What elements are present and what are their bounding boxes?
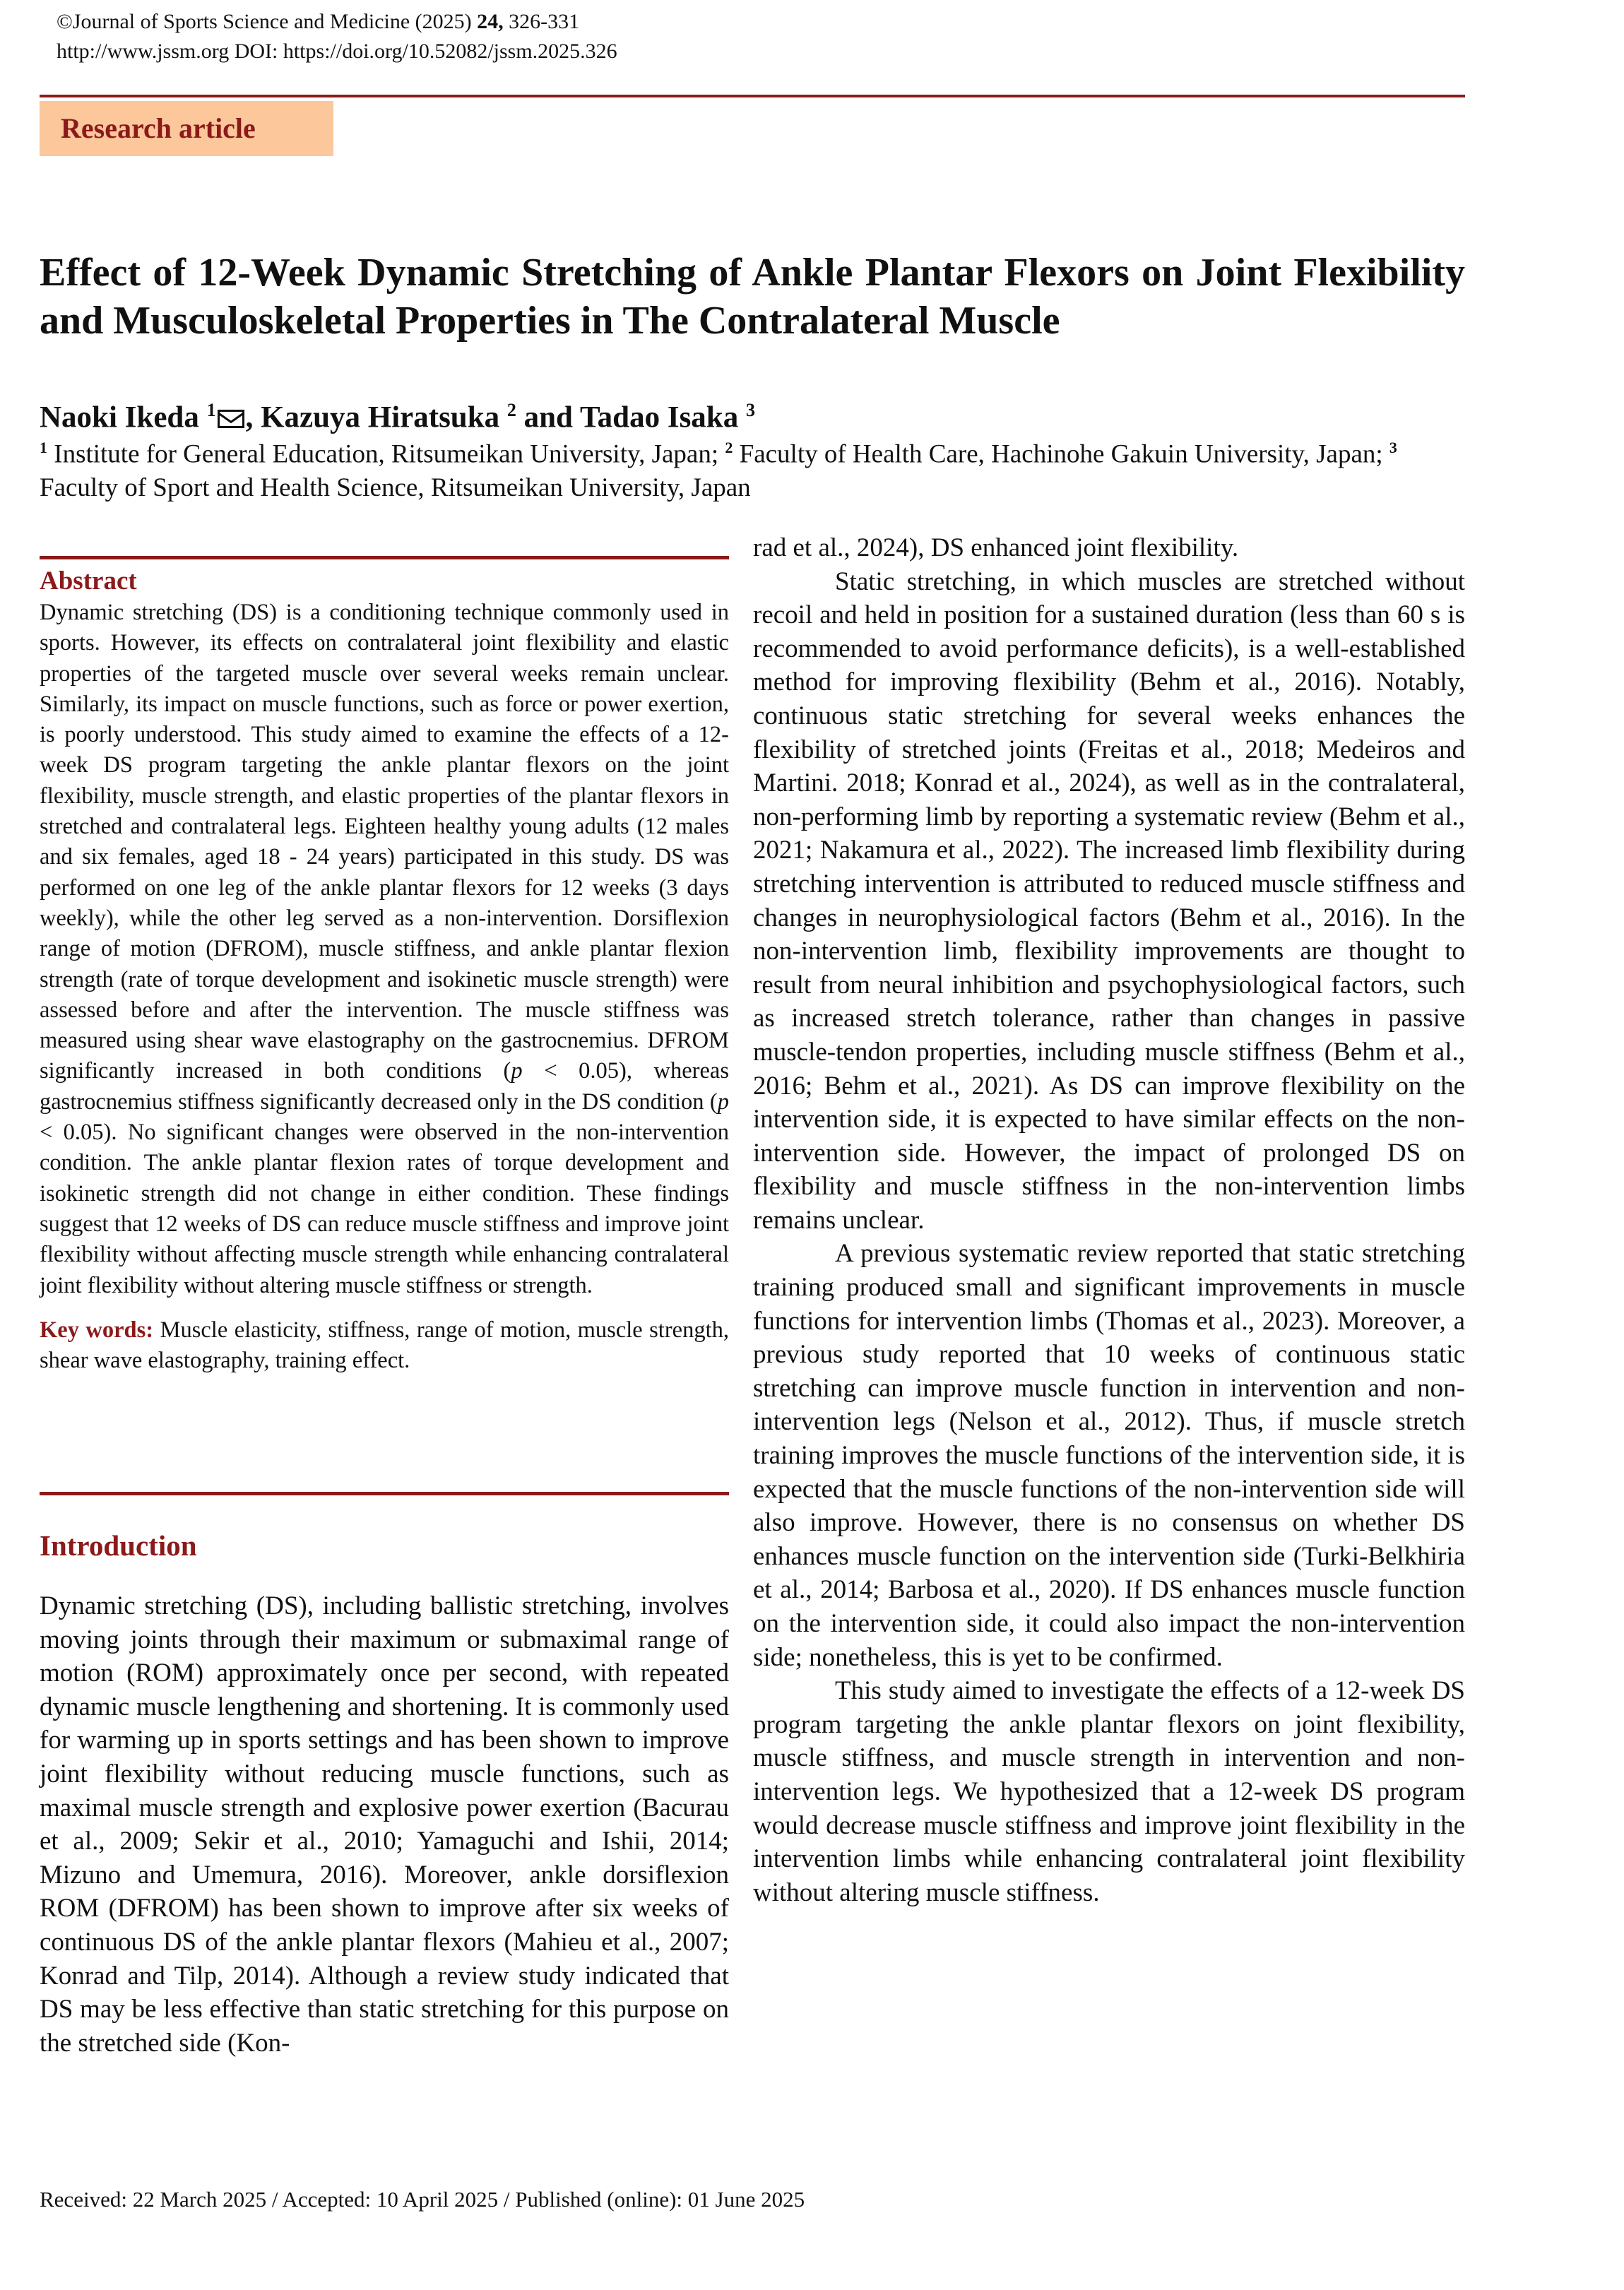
article-type-badge: Research article bbox=[40, 101, 333, 156]
affiliation-marker: 2 bbox=[506, 400, 516, 420]
email-icon[interactable] bbox=[218, 410, 244, 428]
journal-url-doi[interactable]: http://www.jssm.org DOI: https://doi.org/10.52082/jssm.2025.326 bbox=[57, 40, 617, 63]
journal-citation bbox=[57, 7, 617, 37]
affiliation-text: Institute for General Education, Ritsumeikan University, Japan; bbox=[47, 439, 725, 469]
affiliation-text: Faculty of Health Care, Hachinohe Gakuin University, Japan; bbox=[733, 439, 1389, 469]
keywords bbox=[40, 1315, 729, 1377]
keywords-text: Muscle elasticity, stiffness, range of motion, muscle strength, shear wave elastography, training effect. bbox=[40, 1317, 729, 1374]
abstract-bottom-rule bbox=[40, 1492, 729, 1495]
abstract-top-rule bbox=[40, 556, 729, 559]
introduction-section bbox=[40, 1527, 729, 2060]
affiliation-marker: 2 bbox=[725, 439, 733, 456]
page-range: 326-331 bbox=[503, 10, 580, 33]
introduction-paragraph: A previous systematic review reported that static stretching training produced small and significant improvements in muscle functions for intervention limbs (Thomas et al., 2023). Moreover, a previous study reported that 10 weeks of continuous static stretching can improve muscle function in intervention and non-intervention legs (Nelson et al., 2012). Thus, if muscle stretch training improves the muscle functions of the intervention side, it is expected that the muscle functions of the non-intervention side will also improve. However, there is no consensus on whether DS enhances muscle function on the intervention side (Turki-Belkhiria et al., 2014; Barbosa et al., 2020). If DS enhances muscle function on the intervention side, it could also impact the non-intervention side; nonetheless, this is yet to be confirmed. bbox=[753, 1239, 1465, 1672]
copyright-text: ©Journal of Sports Science and Medicine (2025) bbox=[57, 10, 478, 33]
introduction-paragraph: Static stretching, in which muscles are stretched without recoil and held in position for a sustained duration (less than 60 s is recommended to avoid performance deficits), is a well-established method for improving flexibility (Behm et al., 2016). Notably, continuous static stretching for several weeks enhances the flexibility of stretched joints (Freitas et al., 2018; Medeiros and Martini. 2018; Konrad et al., 2024), as well as in the contralateral, non-performing limb by reporting a systematic review (Behm et al., 2021; Nakamura et al., 2022). The increased limb flexibility during stretching intervention is attributed to reduced muscle stiffness and changes in neurophysiological factors (Behm et al., 2016). In the non-intervention limb, flexibility improvements are thought to result from neural inhibition and psychophysiological factors, such as increased stretch tolerance, rather than changes in passive muscle-tendon properties, including muscle stiffness (Behm et al., 2016; Behm et al., 2021). As DS can improve flexibility on the intervention side, it is expected to have similar effects on the non-intervention side. However, the impact of prolonged DS on flexibility and muscle stiffness in the non-intervention limbs remains unclear. bbox=[753, 566, 1465, 1235]
volume-number: 24, bbox=[477, 10, 504, 33]
left-column bbox=[40, 565, 729, 1376]
publication-dates: Received: 22 March 2025 / Accepted: 10 April 2025 / Published (online): 01 June 2025 bbox=[40, 2187, 805, 2212]
introduction-paragraph: This study aimed to investigate the effects of a 12-week DS program targeting the ankle plantar flexors on joint flexibility, muscle stiffness, and muscle strength in intervention and non-intervention legs. We hypothesized that a 12-week DS program would decrease muscle stiffness and improve joint flexibility in the intervention limbs while enhancing contralateral joint flexibility without altering muscle stiffness. bbox=[753, 1676, 1465, 1907]
affiliation-marker: 3 bbox=[1389, 439, 1397, 456]
abstract-segment: Dynamic stretching (DS) is a conditioning technique commonly used in sports. However, its effects on contralateral joint flexibility and elastic properties of the targeted muscle over several weeks remain unclear. Similarly, its impact on muscle functions, such as force or power exertion, is poorly understood. This study aimed to examine the effects of a 12-week DS program targeting the ankle plantar flexors on the joint flexibility, muscle strength, and elastic properties of the plantar flexors in stretched and contralateral legs. Eighteen healthy young adults (12 males and six females, aged 18 - 24 years) participated in this study. DS was performed on one leg of the ankle plantar flexors for 12 weeks (3 days weekly), while the other leg served as a non-intervention. Dorsiflexion range of motion (DFROM), muscle stiffness, and ankle plantar flexion strength (rate of torque development and isokinetic muscle strength) were assessed before and after the intervention. The muscle stiffness was measured using shear wave elastography on the gastrocnemius. DFROM significantly increased in both conditions ( bbox=[40, 600, 729, 1084]
introduction-paragraph-continued: rad et al., 2024), DS enhanced joint flexibility. bbox=[753, 533, 1239, 562]
abstract-segment: < 0.05). No significant changes were observed in the non-intervention condition. The ankle plantar flexion rates of torque development and isokinetic strength did not change in either condition. These findings suggest that 12 weeks of DS can reduce muscle stiffness and improve joint flexibility without affecting muscle strength while enhancing contralateral joint flexibility without altering muscle stiffness or strength. bbox=[40, 1120, 729, 1298]
right-column bbox=[753, 531, 1465, 1909]
affiliation-marker: 1 bbox=[40, 439, 47, 456]
author-name: and Tadao Isaka bbox=[516, 401, 746, 434]
article-title: Effect of 12-Week Dynamic Stretching of Ankle Plantar Flexors on Joint Flexibility and Musculoskeletal Properties in The Contralateral Muscle bbox=[40, 251, 1465, 343]
introduction-paragraph: Dynamic stretching (DS), including ballistic stretching, involves moving joints through their maximum or submaximal range of motion (ROM) approximately once per second, with repeated dynamic muscle lengthening and shortening. It is commonly used for warming up in sports settings and has been shown to improve joint flexibility without reducing muscle functions, such as maximal muscle strength and explosive power exertion (Bacurau et al., 2009; Sekir et al., 2010; Yamaguchi and Ishii, 2014; Mizuno and Umemura, 2016). Moreover, ankle dorsiflexion ROM (DFROM) has been shown to improve after six weeks of continuous DS of the ankle plantar flexors (Mahieu et al., 2007; Konrad and Tilp, 2014). Although a review study indicated that DS may be less effective than static stretching for this purpose on the stretched side (Kon- bbox=[40, 1591, 729, 2058]
affiliation-marker: 1 bbox=[206, 400, 216, 420]
header-divider bbox=[40, 95, 1465, 97]
affiliation-text: Faculty of Sport and Health Science, Ritsumeikan University, Japan bbox=[40, 473, 751, 503]
introduction-heading: Introduction bbox=[40, 1529, 197, 1562]
author-name: , Kazuya Hiratsuka bbox=[245, 401, 507, 434]
author-name: Naoki Ikeda bbox=[40, 401, 207, 434]
abstract-segment: p bbox=[511, 1058, 523, 1084]
abstract-segment: p bbox=[717, 1088, 729, 1115]
journal-header bbox=[57, 7, 617, 66]
affiliations bbox=[40, 431, 1465, 505]
affiliation-marker: 3 bbox=[745, 400, 755, 420]
abstract-segment: < 0.05), whereas gastrocnemius stiffness significantly decreased only in the DS condition ( bbox=[40, 1058, 729, 1115]
abstract-text bbox=[40, 598, 729, 1301]
abstract-heading: Abstract bbox=[40, 566, 137, 595]
keywords-label: Key words: bbox=[40, 1317, 154, 1343]
